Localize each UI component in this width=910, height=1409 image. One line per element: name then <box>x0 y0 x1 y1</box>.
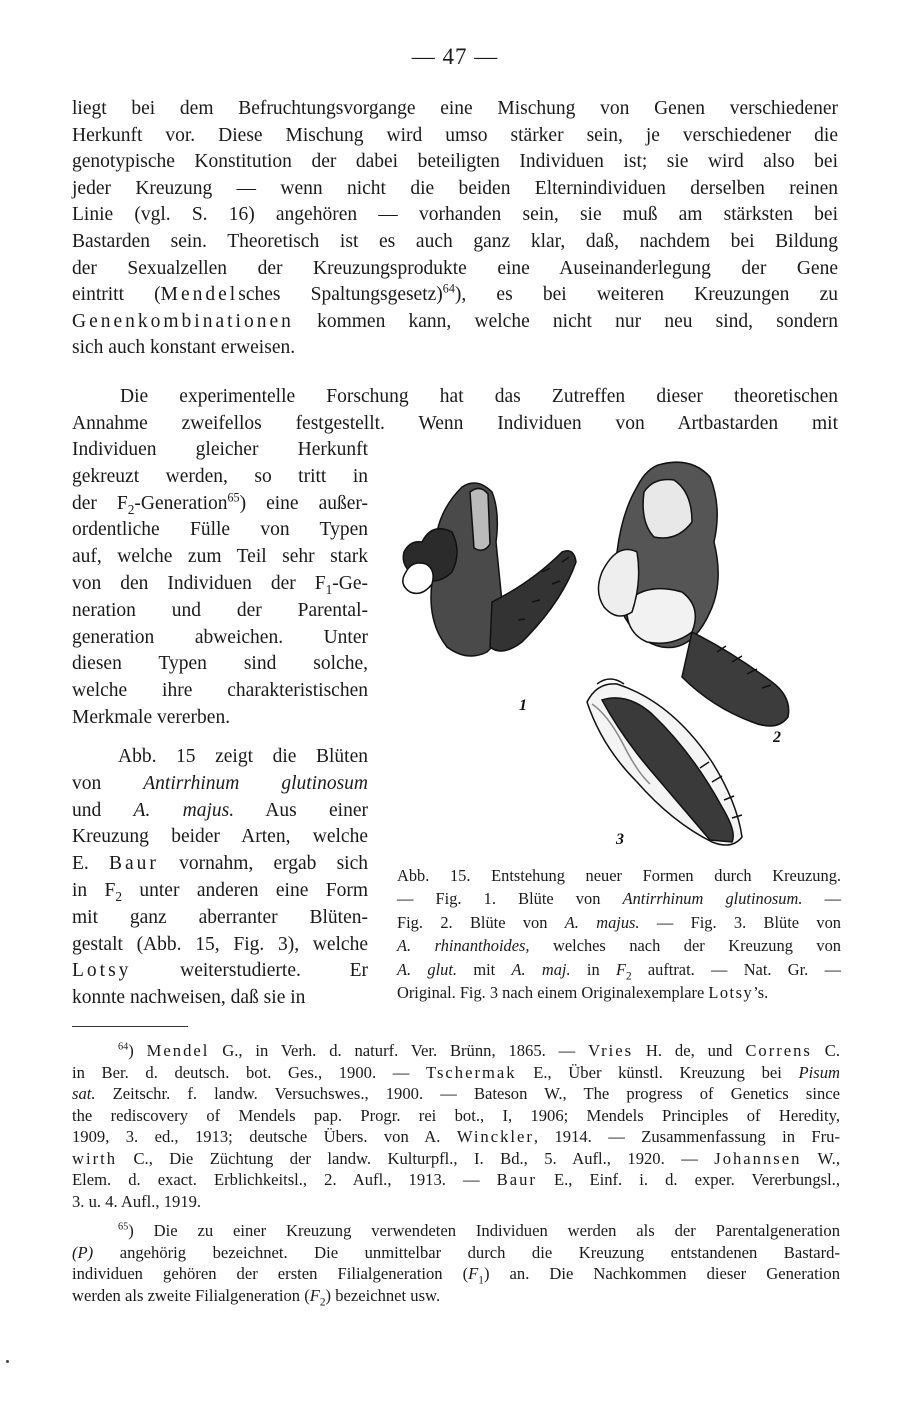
text-line: genotypische Konstitution der dabei beteiligten Individuen ist; sie wird also bei <box>72 151 838 173</box>
flower-illustration <box>392 452 844 862</box>
text-line: welche ihre charakteristischen <box>72 680 368 702</box>
text-line: jeder Kreuzung — wenn nicht die beiden Elternindividuen derselben reinen <box>72 177 838 199</box>
text-line: von Antirrhinum glutinosum <box>72 772 368 794</box>
footnote-line: 3. u. 4. Aufl., 1919. <box>72 1191 202 1211</box>
footnote-number: 65 <box>118 1221 129 1233</box>
flower-fig-1 <box>403 483 576 656</box>
paragraph-2 <box>72 384 838 437</box>
footnote-line: the rediscovery of Mendels pap. Progr. rei bot., I, 1906; Mendels Principles of Heredity, <box>72 1105 840 1125</box>
flower-fig-2 <box>598 462 788 726</box>
footnote-64 <box>72 1040 840 1212</box>
footnote-line: 1909, 3. ed., 1913; deutsche Übers. von A. Winckler, 1914. — Zusammenfassung in Fru- <box>72 1127 840 1146</box>
figure-caption <box>397 864 841 1004</box>
text-line: von den Individuen der $F_1-Ge-$ <box>72 572 368 597</box>
caption-line: A. rhinanthoides, welches nach der Kreuzung von <box>397 936 841 956</box>
text-line: gekreuzt werden, so tritt in <box>72 465 368 487</box>
paragraph-1 <box>72 96 838 362</box>
figure-label-2: 2 <box>773 729 781 746</box>
caption-line: Fig. 2. Blüte von A. majus. — Fig. 3. Blüte von <box>397 912 842 932</box>
text-line: generation abweichen. Unter <box>72 626 368 648</box>
caption-line: A. glut. mit A. maj. in $F_2$ auftrat. — Nat. Gr. — <box>397 959 841 982</box>
text-line: gestalt (Abb. 15, Fig. 3), welche <box>72 933 368 955</box>
text-line: Abb. 15 zeigt die Blüten <box>118 746 368 767</box>
species-name: Antirrhinum glutinosum <box>143 772 368 794</box>
author-name: Lotsy <box>72 960 132 982</box>
figure-label-3: 3 <box>616 831 624 848</box>
figure-flowers <box>392 452 844 862</box>
text-line: Herkunft vor. Diese Mischung wird umso stärker sein, je verschiedener die <box>72 124 838 146</box>
footnote-ref: 65 <box>227 490 240 505</box>
text-line: Merkmale vererben. <box>72 706 231 728</box>
author-name: Mendel <box>160 284 239 306</box>
column-text-2 <box>72 744 368 1012</box>
author-name: Baur <box>108 853 159 875</box>
footnote-line: individuen gehören der ersten Filialgeneration $(F_1)$ an. Die Nachkommen dieser Generation <box>72 1264 840 1287</box>
text-line: und A. majus. Aus einer <box>72 799 368 821</box>
footnote-number: 64 <box>118 1041 129 1053</box>
text-line: Individuen gleicher Herkunft <box>72 439 368 460</box>
emphasized-term: Genenkombinationen <box>72 310 294 332</box>
text-line: E. Baur vornahm, ergab sich <box>72 853 368 875</box>
text-line: sich auch konstant erweisen. <box>72 337 296 359</box>
text-line: neration und der Parental- <box>72 599 368 621</box>
text-line: Lotsy weiterstudierte. Er <box>72 960 368 982</box>
footnote-line: Elem. d. exact. Erblichkeitsl., 2. Aufl., 1913. — Baur E., Einf. i. d. exper. Vererbungsl., <box>72 1170 840 1189</box>
text-line: in $F_2$ unter anderen eine Form <box>72 879 368 904</box>
column-text-1 <box>72 437 368 732</box>
text-line: ordentliche Fülle von Typen <box>72 519 368 541</box>
figure-label-1: 1 <box>519 697 527 714</box>
text-line: der $F_2-Generation^{65}$) eine außer- <box>72 490 368 517</box>
text-line: liegt bei dem Befruchtungsvorgange eine Mischung von Genen verschiedener <box>72 98 838 119</box>
text-line: mit ganz aberranter Blüten- <box>72 906 368 928</box>
footnote-line: $^{64}$) Mendel G., in Verh. d. naturf. Ver. Brünn, 1865. — Vries H. de, und Correns C. <box>118 1041 840 1060</box>
page-number: — 47 — <box>411 44 499 69</box>
text-line: der Sexualzellen der Kreuzungsprodukte eine Auseinanderlegung der Gene <box>72 257 838 279</box>
caption-line: Abb. 15. Entstehung neuer Formen durch Kreuzung. <box>397 866 841 885</box>
text-line: Kreuzung beider Arten, welche <box>72 826 368 848</box>
footnote-divider <box>72 1026 188 1027</box>
margin-speck <box>6 1360 9 1363</box>
caption-line: — Fig. 1. Blüte von Antirrhinum glutinosum. — <box>397 889 841 909</box>
text-line: eintritt (Mendelsches Spaltungsgesetz)$^{64}$), es bei weiteren Kreuzungen zu <box>72 281 838 306</box>
footnote-line: in Ber. d. deutsch. bot. Ges., 1900. — Tschermak E., Über künstl. Kreuzung bei Pisum <box>72 1062 840 1082</box>
text-line: konnte nachweisen, daß sie in <box>72 987 306 1009</box>
footnote-line: werden als zweite Filialgeneration $(F_2)$ bezeichnet usw. <box>72 1285 441 1308</box>
text-line: Genenkombinationen kommen kann, welche nicht nur neu sind, sondern <box>72 310 838 332</box>
text-line: Bastarden sein. Theoretisch ist es auch ganz klar, daß, nachdem bei Bildung <box>72 230 838 252</box>
text-line: auf, welche zum Teil sehr stark <box>72 546 368 568</box>
footnote-ref: 64 <box>442 281 455 296</box>
species-name: A. majus. <box>133 799 235 821</box>
text-line: Die experimentelle Forschung hat das Zutreffen dieser theoretischen <box>120 386 838 407</box>
footnote-65 <box>72 1220 840 1306</box>
footnote-line: sat. Zeitschr. f. landw. Versuchswes., 1900. — Bateson W., The progress of Genetics since <box>72 1084 840 1103</box>
footnote-line: wirth C., Die Züchtung der landw. Kulturpfl., I. Bd., 5. Aufl., 1920. — Johannsen W., <box>72 1148 840 1168</box>
text-line: Annahme zweifellos festgestellt. Wenn Individuen von Artbastarden mit <box>72 412 838 434</box>
footnote-line: (P) angehörig bezeichnet. Die unmittelbar durch die Kreuzung entstandenen Bastard- <box>72 1242 840 1262</box>
caption-line: Original. Fig. 3 nach einem Originalexemplare Lotsy’s. <box>397 983 769 1003</box>
text-line: Linie (vgl. S. 16) angehören — vorhanden sein, sie muß am stärksten bei <box>72 204 838 226</box>
footnote-line: $^{65}$) Die zu einer Kreuzung verwendeten Individuen werden als der Parentalgeneration <box>118 1221 840 1240</box>
text-line: diesen Typen sind solche, <box>72 653 368 675</box>
